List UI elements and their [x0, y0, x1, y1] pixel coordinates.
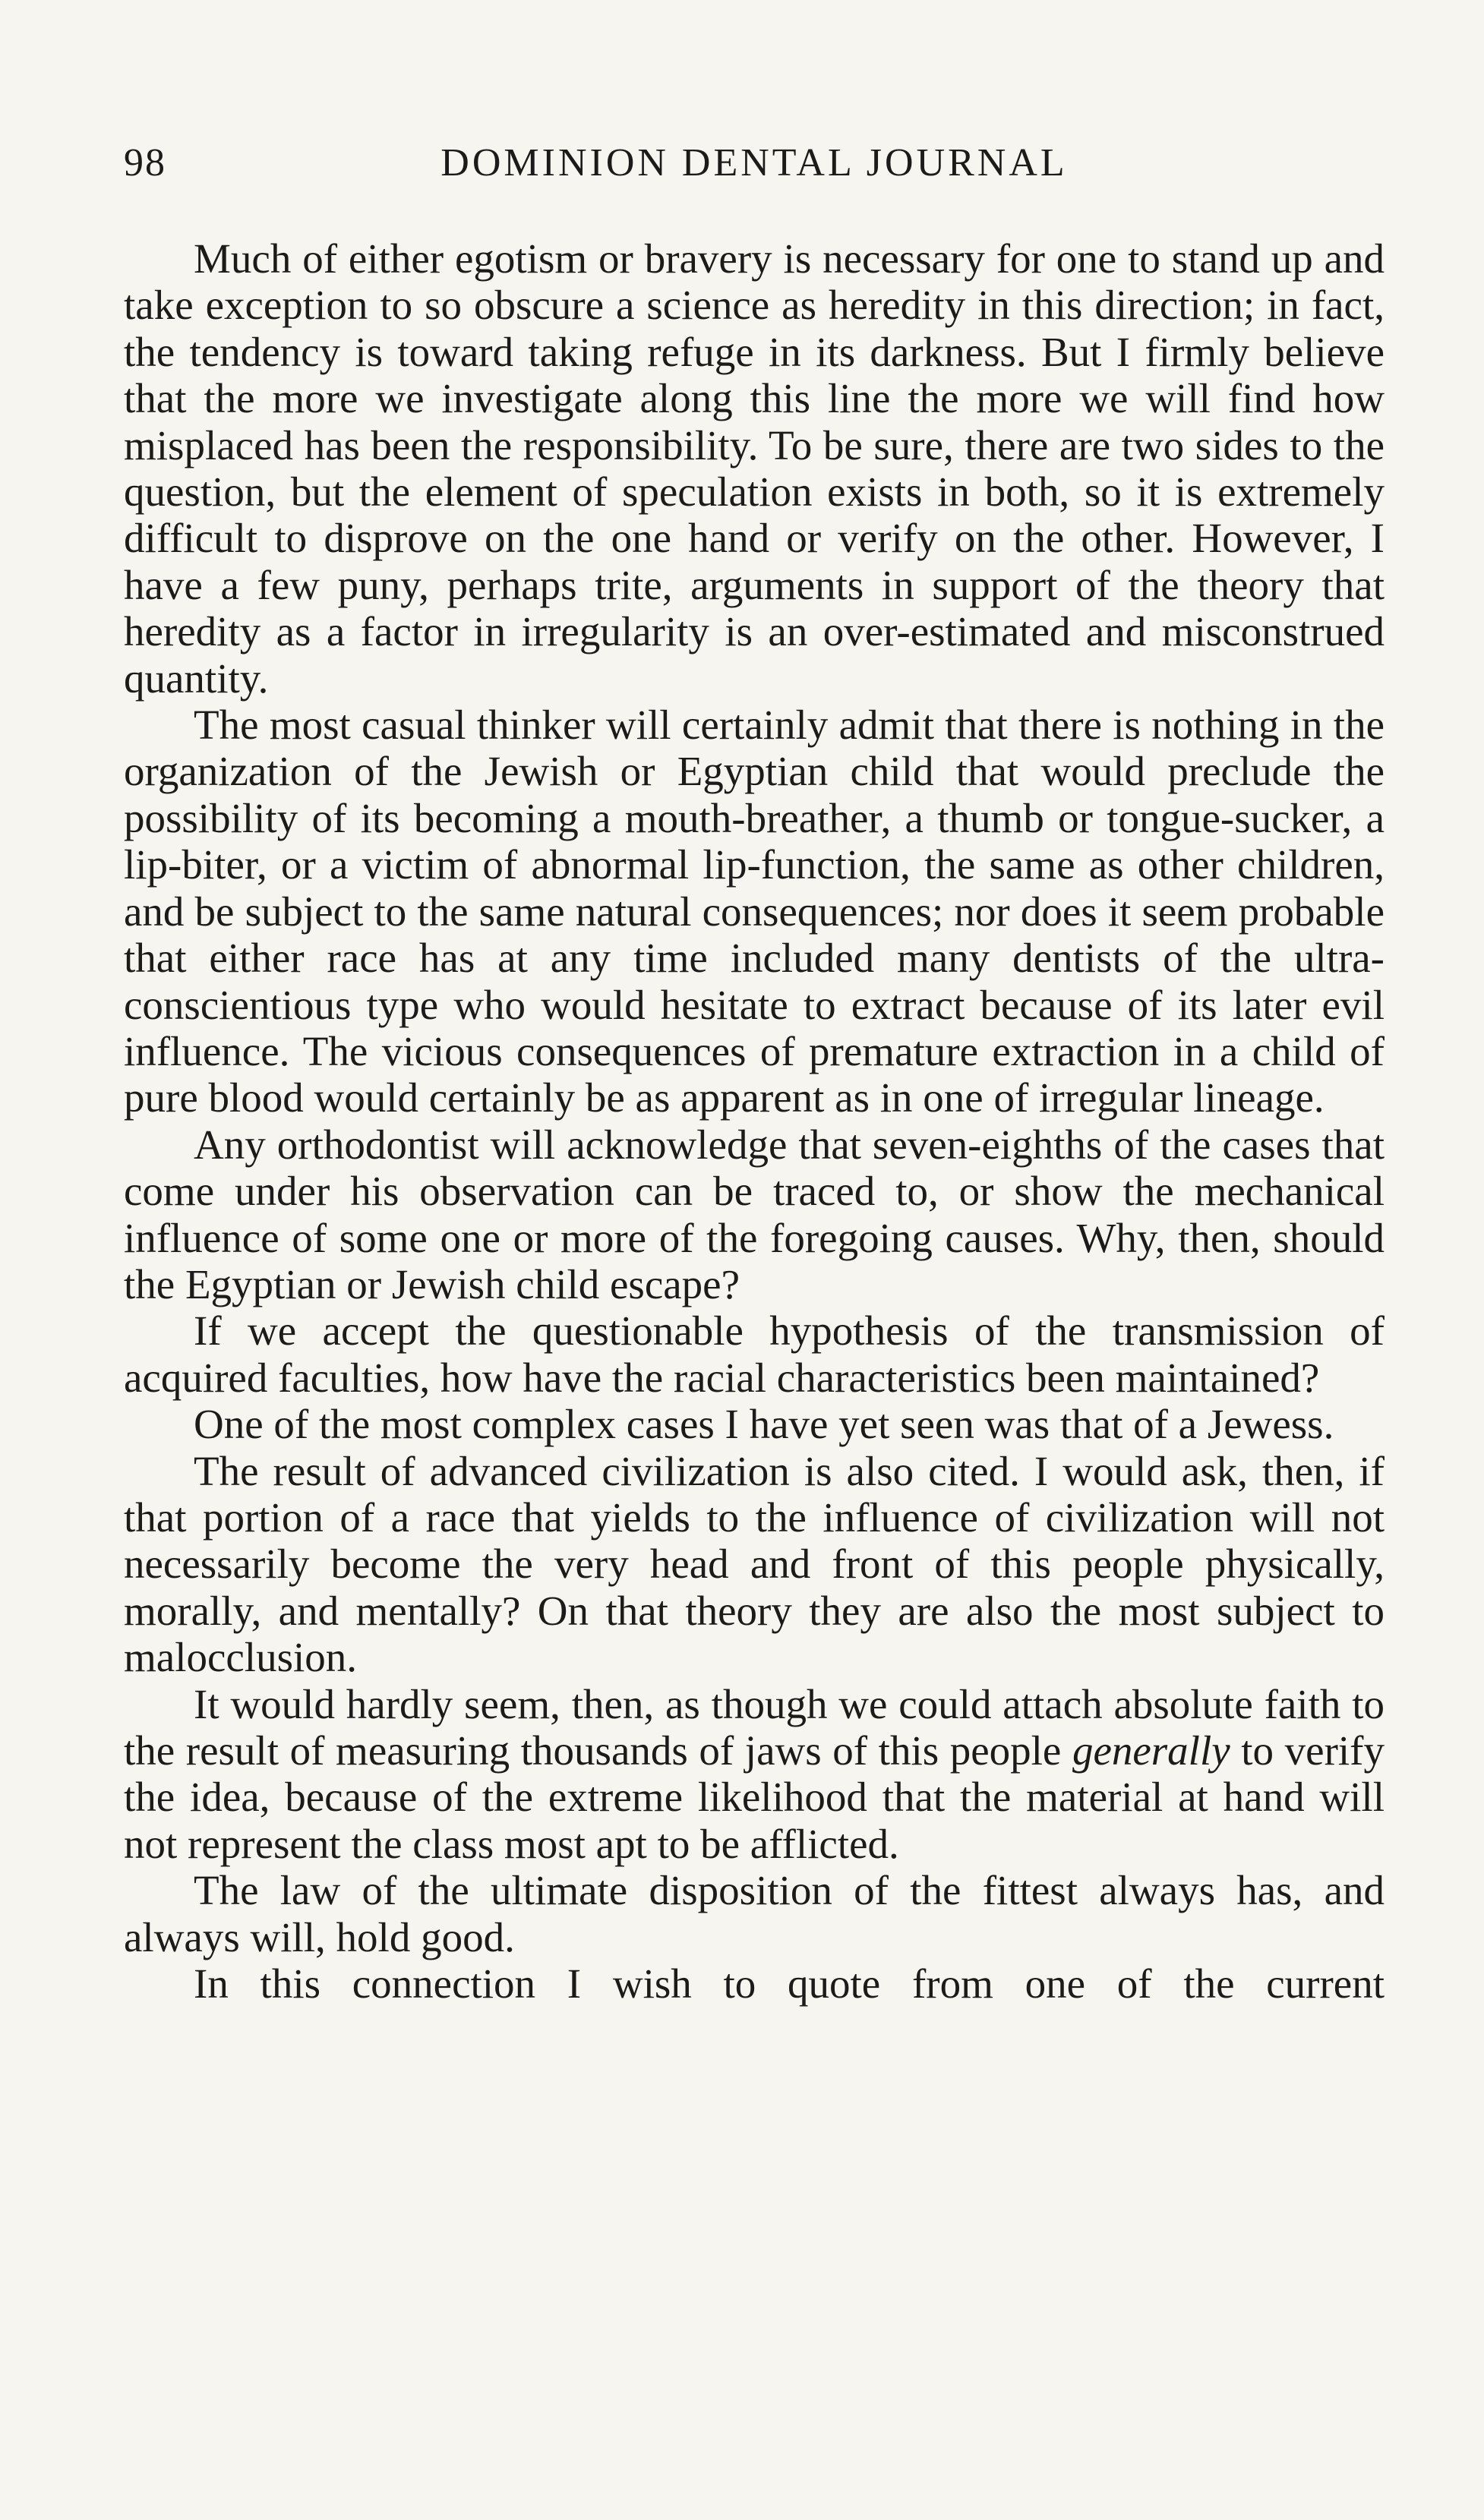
paragraph-8: The law of the ultimate disposition of the fittest always has, and always will, hold good.	[124, 1867, 1385, 1960]
paragraph-9: In this connection I wish to quote from one of the current	[194, 1960, 1385, 2007]
running-title: DOMINION DENTAL JOURNAL	[440, 141, 1068, 185]
paragraph-3: Any orthodontist will acknowledge that seven-eighths of the cases that come under his observation can be traced to, or show the mechanical influence of some one or more of the foregoing causes. Why, then, should the Egyptian or Jewish child escape?	[124, 1121, 1385, 1307]
paragraph-7-before: It would hardly seem, then, as though we could attach absolute faith to the result of measuring thousands of jaws of this people	[124, 1680, 1385, 1774]
paragraph-7-after: to verify the idea, because of the extreme likelihood that the material at hand will not represent the class most apt to be afflicted.	[124, 1727, 1385, 1867]
body-text	[124, 235, 1385, 2007]
paragraph-7	[124, 1681, 1385, 1868]
paragraph-2: The most casual thinker will certainly admit that there is nothing in the organization of the Jewish or Egyptian child that would preclude the possibility of its becoming a mouth-breather, a thumb or tongue-sucker, a lip-biter, or a victim of abnormal lip-function, the same as other children, and be subject to the same natural consequences; nor does it seem probable that either race has at any time included many dentists of the ultra-conscientious type who would hesitate to extract because of its later evil influence. The vicious consequences of premature extraction in a child of pure blood would certainly be as apparent as in one of irregular lineage.	[124, 702, 1385, 1121]
paragraph-5: One of the most complex cases I have yet seen was that of a Jewess.	[194, 1401, 1334, 1448]
paragraph-6: The result of advanced civilization is also cited. I would ask, then, if that portion of a race that yields to the influence of civilization will not necessarily become the very head and front of this people physically, morally, and mentally? On that theory they are also the most subject to malocclusion.	[124, 1447, 1385, 1681]
page-number: 98	[124, 141, 166, 185]
page-header	[124, 140, 1385, 194]
paragraph-1: Much of either egotism or bravery is necessary for one to stand up and take exception to so obscure a science as heredity in this direction; in fact, the tendency is toward taking refuge in its darkness. But I firmly believe that the more we investigate along this line the more we will find how misplaced has been the responsibility. To be sure, there are two sides to the question, but the element of speculation exists in both, so it is extremely difficult to disprove on the one hand or verify on the other. However, I have a few puny, perhaps trite, arguments in support of the theory that heredity as a factor in irregularity is an over-estimated and misconstrued quantity.	[124, 235, 1385, 702]
paragraph-4: If we accept the questionable hypothesis of the transmission of acquired faculties, how have the racial characteristics been maintained?	[124, 1307, 1385, 1401]
emphasized-word: generally	[1072, 1727, 1230, 1774]
